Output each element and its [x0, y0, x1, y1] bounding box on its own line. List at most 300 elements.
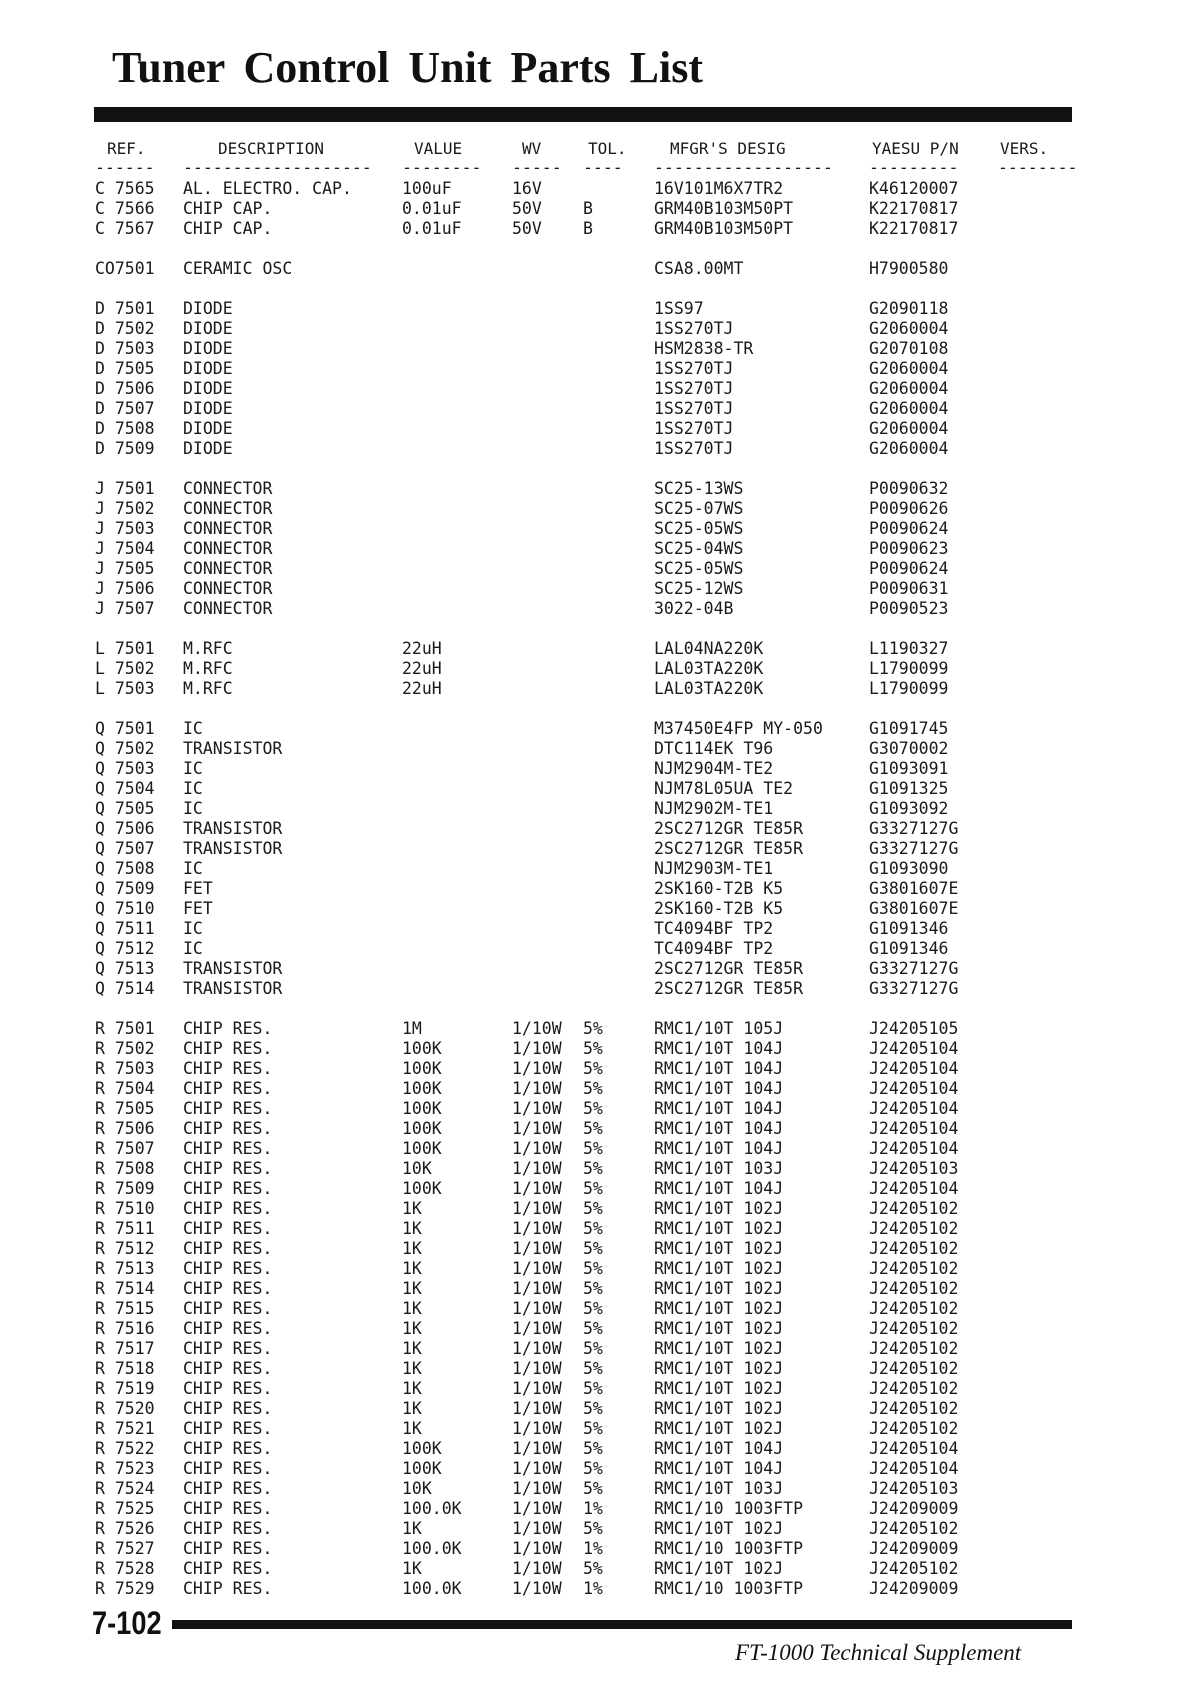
- cell-yaesu-pn: G1091745: [869, 719, 949, 738]
- cell-ref: Q 7501: [95, 719, 155, 738]
- cell-ref: Q 7508: [95, 859, 155, 878]
- cell-yaesu-pn: J24205104: [869, 1139, 959, 1158]
- cell-tol: B: [583, 199, 593, 218]
- cell-ref: R 7501: [95, 1019, 155, 1038]
- cell-tol: 5%: [583, 1079, 603, 1098]
- cell-mfgr-desig: 2SK160-T2B K5: [654, 879, 784, 898]
- cell-tol: 5%: [583, 1399, 603, 1418]
- cell-yaesu-pn: J24205104: [869, 1179, 959, 1198]
- cell-ref: C 7566: [95, 199, 155, 218]
- cell-mfgr-desig: 1SS270TJ: [654, 359, 734, 378]
- cell-mfgr-desig: LAL04NA220K: [654, 639, 764, 658]
- column-header-description: DESCRIPTION: [218, 139, 324, 158]
- cell-yaesu-pn: G1093090: [869, 859, 949, 878]
- cell-yaesu-pn: P0090631: [869, 579, 949, 598]
- cell-yaesu-pn: L1790099: [869, 659, 949, 678]
- cell-tol: 5%: [583, 1019, 603, 1038]
- cell-ref: D 7501: [95, 299, 155, 318]
- cell-description: CHIP RES.: [183, 1279, 273, 1298]
- cell-description: IC: [183, 859, 203, 878]
- cell-mfgr-desig: 2SC2712GR TE85R: [654, 959, 804, 978]
- cell-description: FET: [183, 879, 213, 898]
- cell-mfgr-desig: 1SS270TJ: [654, 379, 734, 398]
- cell-tol: 5%: [583, 1159, 603, 1178]
- cell-mfgr-desig: 1SS270TJ: [654, 419, 734, 438]
- cell-description: CHIP RES.: [183, 1339, 273, 1358]
- cell-mfgr-desig: LAL03TA220K: [654, 659, 764, 678]
- cell-ref: R 7510: [95, 1199, 155, 1218]
- cell-tol: 5%: [583, 1139, 603, 1158]
- cell-mfgr-desig: 2SC2712GR TE85R: [654, 839, 804, 858]
- cell-yaesu-pn: J24205102: [869, 1199, 959, 1218]
- cell-wv: 1/10W: [512, 1339, 562, 1358]
- cell-yaesu-pn: J24205102: [869, 1419, 959, 1438]
- cell-mfgr-desig: RMC1/10T 103J: [654, 1159, 784, 1178]
- cell-mfgr-desig: RMC1/10T 104J: [654, 1119, 784, 1138]
- cell-tol: 5%: [583, 1379, 603, 1398]
- cell-value: 1M: [402, 1019, 422, 1038]
- cell-description: M.RFC: [183, 659, 233, 678]
- cell-description: CHIP RES.: [183, 1319, 273, 1338]
- cell-mfgr-desig: NJM2903M-TE1: [654, 859, 774, 878]
- title-rule: [94, 107, 1072, 122]
- cell-wv: 1/10W: [512, 1279, 562, 1298]
- cell-wv: 1/10W: [512, 1239, 562, 1258]
- cell-value: 100.0K: [402, 1499, 462, 1518]
- cell-ref: R 7521: [95, 1419, 155, 1438]
- cell-ref: D 7508: [95, 419, 155, 438]
- cell-description: CHIP RES.: [183, 1479, 273, 1498]
- cell-mfgr-desig: RMC1/10T 104J: [654, 1459, 784, 1478]
- cell-yaesu-pn: G2090118: [869, 299, 949, 318]
- column-header-yaesu-pn: YAESU P/N: [872, 139, 959, 158]
- cell-ref: Q 7513: [95, 959, 155, 978]
- cell-mfgr-desig: RMC1/10 1003FTP: [654, 1539, 804, 1558]
- cell-yaesu-pn: J24205102: [869, 1339, 959, 1358]
- cell-description: CONNECTOR: [183, 499, 273, 518]
- cell-wv: 1/10W: [512, 1459, 562, 1478]
- cell-description: CHIP RES.: [183, 1359, 273, 1378]
- cell-mfgr-desig: M37450E4FP MY-050: [654, 719, 823, 738]
- cell-wv: 1/10W: [512, 1539, 562, 1558]
- cell-description: DIODE: [183, 419, 233, 438]
- cell-description: CHIP RES.: [183, 1299, 273, 1318]
- cell-ref: D 7506: [95, 379, 155, 398]
- cell-ref: R 7509: [95, 1179, 155, 1198]
- cell-wv: 50V: [512, 199, 542, 218]
- cell-description: DIODE: [183, 339, 233, 358]
- cell-ref: J 7503: [95, 519, 155, 538]
- cell-description: CONNECTOR: [183, 479, 273, 498]
- cell-tol: 5%: [583, 1119, 603, 1138]
- cell-value: 1K: [402, 1319, 422, 1338]
- footer-rule: [172, 1620, 1072, 1629]
- cell-ref: R 7519: [95, 1379, 155, 1398]
- cell-value: 22uH: [402, 659, 442, 678]
- cell-mfgr-desig: RMC1/10T 103J: [654, 1479, 784, 1498]
- cell-tol: 5%: [583, 1319, 603, 1338]
- cell-ref: D 7509: [95, 439, 155, 458]
- cell-ref: L 7501: [95, 639, 155, 658]
- cell-yaesu-pn: P0090623: [869, 539, 949, 558]
- cell-yaesu-pn: L1190327: [869, 639, 949, 658]
- cell-value: 100K: [402, 1139, 442, 1158]
- cell-mfgr-desig: 2SC2712GR TE85R: [654, 819, 804, 838]
- cell-ref: R 7503: [95, 1059, 155, 1078]
- cell-yaesu-pn: G1093092: [869, 799, 949, 818]
- cell-mfgr-desig: LAL03TA220K: [654, 679, 764, 698]
- cell-tol: 5%: [583, 1099, 603, 1118]
- cell-value: 1K: [402, 1299, 422, 1318]
- cell-yaesu-pn: J24205104: [869, 1119, 959, 1138]
- cell-tol: 5%: [583, 1339, 603, 1358]
- cell-wv: 1/10W: [512, 1019, 562, 1038]
- column-divider-mfgr-desig: ------------------: [654, 158, 833, 177]
- cell-yaesu-pn: J24205104: [869, 1039, 959, 1058]
- cell-wv: 1/10W: [512, 1359, 562, 1378]
- cell-mfgr-desig: NJM78L05UA TE2: [654, 779, 794, 798]
- cell-mfgr-desig: RMC1/10T 104J: [654, 1179, 784, 1198]
- cell-wv: 1/10W: [512, 1219, 562, 1238]
- cell-yaesu-pn: P0090523: [869, 599, 949, 618]
- column-divider-tol: ----: [583, 158, 623, 177]
- cell-ref: R 7505: [95, 1099, 155, 1118]
- cell-description: CHIP RES.: [183, 1059, 273, 1078]
- cell-mfgr-desig: RMC1/10 1003FTP: [654, 1499, 804, 1518]
- column-divider-wv: -----: [512, 158, 562, 177]
- cell-yaesu-pn: J24209009: [869, 1539, 959, 1558]
- cell-mfgr-desig: RMC1/10T 102J: [654, 1299, 784, 1318]
- cell-yaesu-pn: G2060004: [869, 439, 949, 458]
- cell-ref: Q 7503: [95, 759, 155, 778]
- cell-mfgr-desig: SC25-05WS: [654, 519, 744, 538]
- cell-description: CONNECTOR: [183, 559, 273, 578]
- cell-tol: 1%: [583, 1539, 603, 1558]
- cell-yaesu-pn: G1091346: [869, 919, 949, 938]
- cell-ref: Q 7511: [95, 919, 155, 938]
- cell-yaesu-pn: J24205102: [869, 1379, 959, 1398]
- cell-yaesu-pn: G1093091: [869, 759, 949, 778]
- cell-description: CHIP RES.: [183, 1459, 273, 1478]
- cell-mfgr-desig: 1SS270TJ: [654, 439, 734, 458]
- cell-value: 100K: [402, 1039, 442, 1058]
- cell-yaesu-pn: J24205102: [869, 1239, 959, 1258]
- cell-value: 100K: [402, 1179, 442, 1198]
- cell-description: CHIP CAP.: [183, 199, 273, 218]
- cell-value: 22uH: [402, 679, 442, 698]
- cell-mfgr-desig: RMC1/10T 102J: [654, 1359, 784, 1378]
- cell-description: DIODE: [183, 319, 233, 338]
- cell-yaesu-pn: G3801607E: [869, 899, 959, 918]
- cell-description: CHIP RES.: [183, 1099, 273, 1118]
- cell-yaesu-pn: J24205103: [869, 1159, 959, 1178]
- cell-value: 1K: [402, 1239, 422, 1258]
- cell-mfgr-desig: 3022-04B: [654, 599, 734, 618]
- cell-tol: 5%: [583, 1519, 603, 1538]
- cell-mfgr-desig: HSM2838-TR: [654, 339, 754, 358]
- cell-value: 100K: [402, 1119, 442, 1138]
- cell-ref: L 7502: [95, 659, 155, 678]
- cell-description: CHIP RES.: [183, 1419, 273, 1438]
- cell-wv: 1/10W: [512, 1319, 562, 1338]
- cell-wv: 1/10W: [512, 1399, 562, 1418]
- cell-wv: 1/10W: [512, 1059, 562, 1078]
- cell-yaesu-pn: J24205104: [869, 1099, 959, 1118]
- cell-yaesu-pn: K46120007: [869, 179, 959, 198]
- cell-description: CHIP RES.: [183, 1539, 273, 1558]
- column-divider-ref: ------: [95, 158, 155, 177]
- cell-value: 0.01uF: [402, 199, 462, 218]
- cell-mfgr-desig: RMC1/10T 102J: [654, 1559, 784, 1578]
- cell-description: DIODE: [183, 359, 233, 378]
- cell-ref: R 7507: [95, 1139, 155, 1158]
- cell-wv: 1/10W: [512, 1379, 562, 1398]
- cell-description: CHIP RES.: [183, 1139, 273, 1158]
- cell-ref: D 7507: [95, 399, 155, 418]
- cell-wv: 1/10W: [512, 1579, 562, 1598]
- cell-mfgr-desig: 2SK160-T2B K5: [654, 899, 784, 918]
- cell-yaesu-pn: G3070002: [869, 739, 949, 758]
- cell-ref: CO7501: [95, 259, 155, 278]
- cell-ref: J 7505: [95, 559, 155, 578]
- cell-wv: 1/10W: [512, 1199, 562, 1218]
- cell-yaesu-pn: J24205102: [869, 1319, 959, 1338]
- cell-tol: 5%: [583, 1179, 603, 1198]
- cell-description: TRANSISTOR: [183, 839, 283, 858]
- cell-description: CHIP RES.: [183, 1519, 273, 1538]
- cell-mfgr-desig: RMC1/10T 105J: [654, 1019, 784, 1038]
- cell-description: FET: [183, 899, 213, 918]
- cell-value: 100K: [402, 1079, 442, 1098]
- cell-ref: D 7505: [95, 359, 155, 378]
- cell-value: 1K: [402, 1399, 422, 1418]
- cell-mfgr-desig: RMC1/10T 102J: [654, 1259, 784, 1278]
- cell-yaesu-pn: K22170817: [869, 219, 959, 238]
- cell-mfgr-desig: SC25-04WS: [654, 539, 744, 558]
- cell-description: IC: [183, 919, 203, 938]
- cell-tol: B: [583, 219, 593, 238]
- cell-yaesu-pn: J24205102: [869, 1399, 959, 1418]
- cell-tol: 5%: [583, 1239, 603, 1258]
- cell-yaesu-pn: G3801607E: [869, 879, 959, 898]
- cell-mfgr-desig: 1SS270TJ: [654, 319, 734, 338]
- cell-value: 1K: [402, 1219, 422, 1238]
- cell-mfgr-desig: SC25-05WS: [654, 559, 744, 578]
- cell-yaesu-pn: J24205102: [869, 1359, 959, 1378]
- cell-ref: R 7514: [95, 1279, 155, 1298]
- cell-wv: 1/10W: [512, 1119, 562, 1138]
- cell-yaesu-pn: G2060004: [869, 399, 949, 418]
- cell-tol: 5%: [583, 1279, 603, 1298]
- cell-ref: R 7502: [95, 1039, 155, 1058]
- column-header-value: VALUE: [414, 139, 463, 158]
- publication-title: FT-1000 Technical Supplement: [735, 1640, 1022, 1665]
- cell-description: CHIP RES.: [183, 1499, 273, 1518]
- cell-yaesu-pn: J24205103: [869, 1479, 959, 1498]
- cell-description: CHIP RES.: [183, 1379, 273, 1398]
- cell-value: 1K: [402, 1519, 422, 1538]
- cell-mfgr-desig: TC4094BF TP2: [654, 919, 774, 938]
- cell-mfgr-desig: RMC1/10T 104J: [654, 1139, 784, 1158]
- cell-description: CHIP RES.: [183, 1159, 273, 1178]
- cell-yaesu-pn: P0090624: [869, 519, 949, 538]
- cell-yaesu-pn: J24205102: [869, 1279, 959, 1298]
- cell-value: 100K: [402, 1099, 442, 1118]
- cell-yaesu-pn: P0090632: [869, 479, 949, 498]
- cell-description: CONNECTOR: [183, 579, 273, 598]
- cell-value: 100K: [402, 1459, 442, 1478]
- cell-ref: R 7506: [95, 1119, 155, 1138]
- cell-tol: 5%: [583, 1479, 603, 1498]
- cell-mfgr-desig: 1SS97: [654, 299, 704, 318]
- cell-ref: J 7504: [95, 539, 155, 558]
- cell-ref: R 7515: [95, 1299, 155, 1318]
- cell-ref: R 7524: [95, 1479, 155, 1498]
- cell-ref: L 7503: [95, 679, 155, 698]
- cell-wv: 16V: [512, 179, 542, 198]
- cell-yaesu-pn: J24205104: [869, 1079, 959, 1098]
- cell-yaesu-pn: G2060004: [869, 419, 949, 438]
- cell-mfgr-desig: 2SC2712GR TE85R: [654, 979, 804, 998]
- cell-ref: R 7504: [95, 1079, 155, 1098]
- cell-yaesu-pn: J24205104: [869, 1459, 959, 1478]
- cell-tol: 5%: [583, 1359, 603, 1378]
- cell-yaesu-pn: G3327127G: [869, 979, 959, 998]
- cell-ref: R 7508: [95, 1159, 155, 1178]
- cell-mfgr-desig: CSA8.00MT: [654, 259, 744, 278]
- cell-tol: 1%: [583, 1499, 603, 1518]
- cell-wv: 1/10W: [512, 1259, 562, 1278]
- cell-description: IC: [183, 719, 203, 738]
- cell-wv: 1/10W: [512, 1099, 562, 1118]
- cell-description: TRANSISTOR: [183, 979, 283, 998]
- cell-yaesu-pn: J24209009: [869, 1499, 959, 1518]
- cell-yaesu-pn: H7900580: [869, 259, 949, 278]
- cell-tol: 5%: [583, 1039, 603, 1058]
- cell-wv: 1/10W: [512, 1079, 562, 1098]
- cell-value: 100.0K: [402, 1579, 462, 1598]
- column-header-vers: VERS.: [1000, 139, 1049, 158]
- cell-ref: Q 7502: [95, 739, 155, 758]
- cell-value: 1K: [402, 1339, 422, 1358]
- cell-tol: 5%: [583, 1419, 603, 1438]
- cell-ref: D 7503: [95, 339, 155, 358]
- cell-tol: 5%: [583, 1459, 603, 1478]
- cell-description: CONNECTOR: [183, 599, 273, 618]
- cell-ref: R 7513: [95, 1259, 155, 1278]
- cell-description: CHIP RES.: [183, 1039, 273, 1058]
- cell-mfgr-desig: TC4094BF TP2: [654, 939, 774, 958]
- cell-ref: D 7502: [95, 319, 155, 338]
- cell-ref: R 7522: [95, 1439, 155, 1458]
- cell-value: 100K: [402, 1439, 442, 1458]
- cell-value: 100.0K: [402, 1539, 462, 1558]
- cell-mfgr-desig: RMC1/10T 104J: [654, 1059, 784, 1078]
- cell-yaesu-pn: J24209009: [869, 1579, 959, 1598]
- column-divider-value: --------: [402, 158, 482, 177]
- cell-mfgr-desig: GRM40B103M50PT: [654, 219, 794, 238]
- cell-yaesu-pn: G2070108: [869, 339, 949, 358]
- cell-value: 10K: [402, 1479, 432, 1498]
- cell-ref: J 7501: [95, 479, 155, 498]
- cell-ref: Q 7514: [95, 979, 155, 998]
- cell-wv: 1/10W: [512, 1159, 562, 1178]
- cell-mfgr-desig: GRM40B103M50PT: [654, 199, 794, 218]
- cell-mfgr-desig: RMC1/10T 102J: [654, 1219, 784, 1238]
- cell-description: TRANSISTOR: [183, 819, 283, 838]
- cell-description: CHIP RES.: [183, 1199, 273, 1218]
- cell-ref: R 7520: [95, 1399, 155, 1418]
- cell-wv: 1/10W: [512, 1499, 562, 1518]
- column-divider-description: -------------------: [183, 158, 372, 177]
- cell-yaesu-pn: J24205102: [869, 1559, 959, 1578]
- cell-value: 100uF: [402, 179, 452, 198]
- cell-tol: 1%: [583, 1579, 603, 1598]
- cell-description: CHIP RES.: [183, 1579, 273, 1598]
- cell-ref: Q 7506: [95, 819, 155, 838]
- cell-ref: Q 7504: [95, 779, 155, 798]
- cell-mfgr-desig: SC25-07WS: [654, 499, 744, 518]
- column-header-ref: REF.: [107, 139, 146, 158]
- cell-ref: J 7502: [95, 499, 155, 518]
- cell-description: DIODE: [183, 439, 233, 458]
- cell-description: TRANSISTOR: [183, 739, 283, 758]
- cell-ref: R 7516: [95, 1319, 155, 1338]
- cell-ref: Q 7510: [95, 899, 155, 918]
- cell-description: CHIP RES.: [183, 1019, 273, 1038]
- cell-yaesu-pn: P0090624: [869, 559, 949, 578]
- cell-description: TRANSISTOR: [183, 959, 283, 978]
- cell-value: 1K: [402, 1359, 422, 1378]
- cell-wv: 1/10W: [512, 1419, 562, 1438]
- cell-mfgr-desig: 1SS270TJ: [654, 399, 734, 418]
- cell-value: 1K: [402, 1419, 422, 1438]
- cell-mfgr-desig: 16V101M6X7TR2: [654, 179, 784, 198]
- cell-ref: R 7511: [95, 1219, 155, 1238]
- cell-description: CHIP RES.: [183, 1439, 273, 1458]
- cell-description: CHIP RES.: [183, 1219, 273, 1238]
- cell-yaesu-pn: G2060004: [869, 379, 949, 398]
- cell-yaesu-pn: G2060004: [869, 319, 949, 338]
- cell-yaesu-pn: P0090626: [869, 499, 949, 518]
- cell-tol: 5%: [583, 1559, 603, 1578]
- cell-yaesu-pn: G3327127G: [869, 839, 959, 858]
- cell-description: CHIP RES.: [183, 1259, 273, 1278]
- cell-description: IC: [183, 759, 203, 778]
- column-header-mfgr-desig: MFGR'S DESIG: [670, 139, 786, 158]
- cell-mfgr-desig: RMC1/10T 102J: [654, 1199, 784, 1218]
- cell-mfgr-desig: RMC1/10T 102J: [654, 1519, 784, 1538]
- cell-yaesu-pn: G2060004: [869, 359, 949, 378]
- cell-value: 1K: [402, 1199, 422, 1218]
- cell-wv: 1/10W: [512, 1519, 562, 1538]
- cell-mfgr-desig: SC25-12WS: [654, 579, 744, 598]
- cell-ref: R 7529: [95, 1579, 155, 1598]
- cell-ref: R 7512: [95, 1239, 155, 1258]
- cell-description: M.RFC: [183, 639, 233, 658]
- cell-description: CONNECTOR: [183, 539, 273, 558]
- cell-tol: 5%: [583, 1299, 603, 1318]
- cell-yaesu-pn: G3327127G: [869, 959, 959, 978]
- cell-description: IC: [183, 779, 203, 798]
- cell-description: DIODE: [183, 379, 233, 398]
- cell-mfgr-desig: SC25-13WS: [654, 479, 744, 498]
- cell-value: 1K: [402, 1379, 422, 1398]
- cell-mfgr-desig: NJM2904M-TE2: [654, 759, 774, 778]
- cell-ref: R 7527: [95, 1539, 155, 1558]
- cell-description: CERAMIC OSC: [183, 259, 293, 278]
- cell-yaesu-pn: J24205104: [869, 1059, 959, 1078]
